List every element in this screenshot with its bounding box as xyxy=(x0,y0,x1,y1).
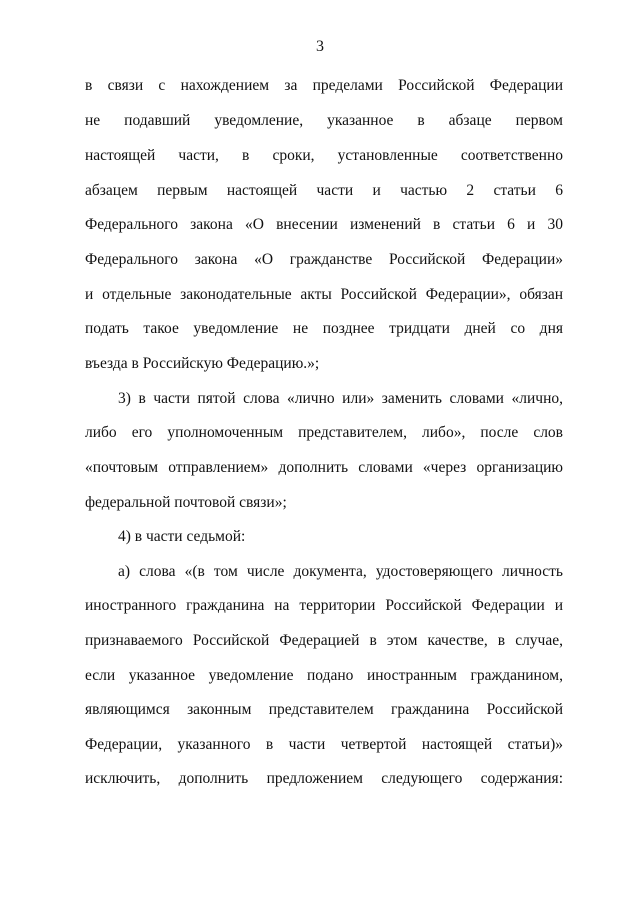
text-line: если указанное уведомление подано иностранным гражданином, xyxy=(85,667,563,684)
text-line: не подавший уведомление, указанное в абзаце первом xyxy=(85,112,563,129)
text-line: являющимся законным представителем гражданина Российской xyxy=(85,701,563,718)
text-line: исключить, дополнить предложением следующего содержания: xyxy=(85,770,563,787)
text-line: и отдельные законодательные акты Российской Федерации», обязан xyxy=(85,286,563,303)
text-line: абзацем первым настоящей части и частью 2 статьи 6 xyxy=(85,182,563,199)
text-line: Федерации, указанного в части четвертой настоящей статьи)» xyxy=(85,736,563,753)
text-line: подать такое уведомление не позднее тридцати дней со дня xyxy=(85,320,563,337)
text-line: федеральной почтовой связи»; xyxy=(85,494,287,511)
text-line: 4) в части седьмой: xyxy=(118,528,246,545)
page-number: 3 xyxy=(316,38,324,55)
text-line: Федерального закона «О внесении изменений в статьи 6 и 30 xyxy=(85,216,563,233)
text-line: иностранного гражданина на территории Российской Федерации и xyxy=(85,597,563,614)
text-line: признаваемого Российской Федерацией в этом качестве, в случае, xyxy=(85,632,563,649)
text-line: въезда в Российскую Федерацию.»; xyxy=(85,355,320,372)
text-line: 3) в части пятой слова «лично или» заменить словами «лично, xyxy=(118,390,563,407)
text-line: в связи с нахождением за пределами Российской Федерации xyxy=(85,77,563,94)
text-line: Федерального закона «О гражданстве Российской Федерации» xyxy=(85,251,563,268)
text-line: настоящей части, в сроки, установленные соответственно xyxy=(85,147,563,164)
text-line: либо его уполномоченным представителем, либо», после слов xyxy=(85,424,563,441)
text-line: а) слова «(в том числе документа, удостоверяющего личность xyxy=(118,563,563,580)
text-line: «почтовым отправлением» дополнить словами «через организацию xyxy=(85,459,563,476)
